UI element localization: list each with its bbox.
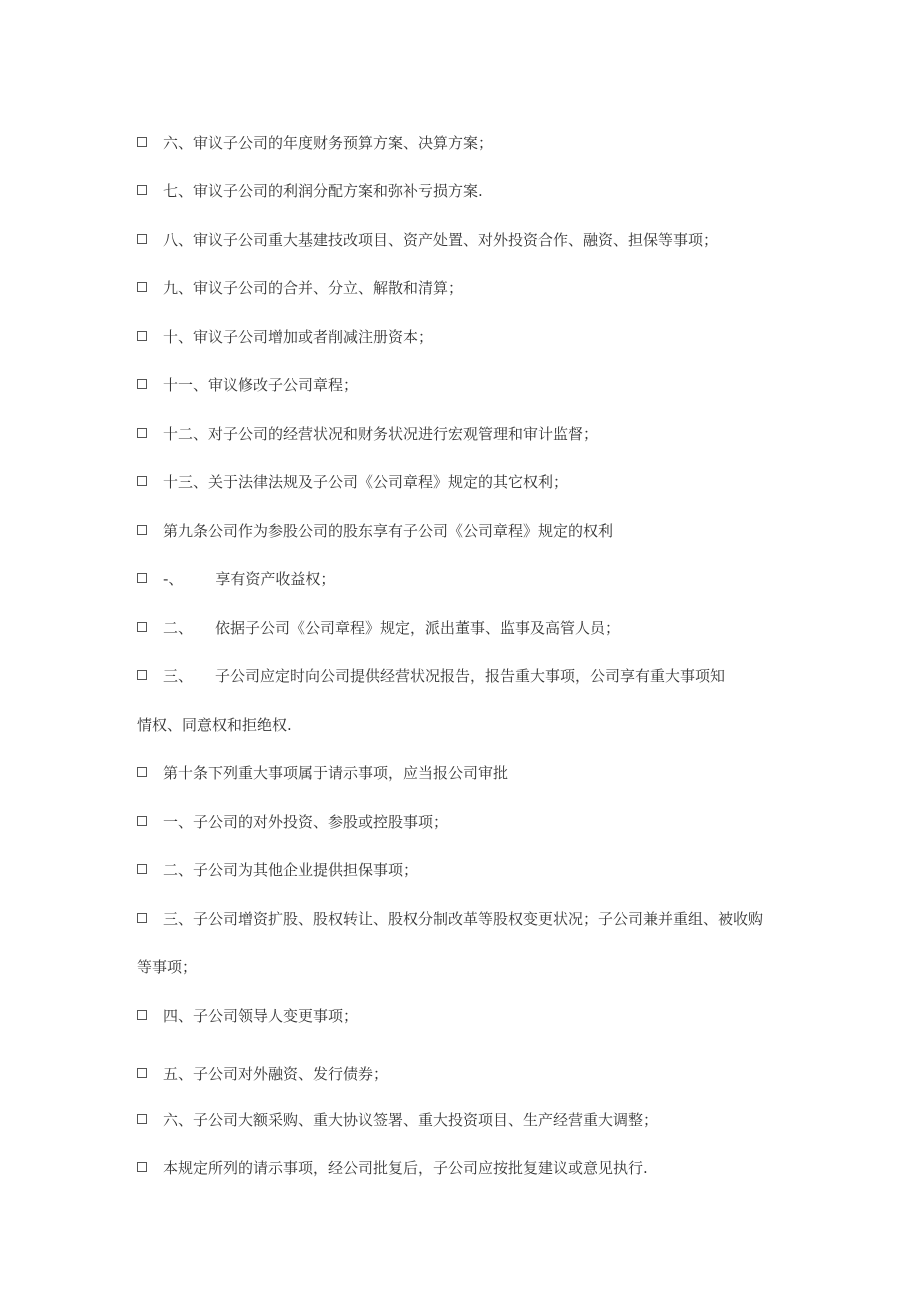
clause-text: 一、子公司的对外投资、参股或控股事项； xyxy=(163,813,449,831)
checkbox-bullet-icon xyxy=(137,1162,147,1172)
clause-line xyxy=(137,1108,837,1132)
checkbox-bullet-icon xyxy=(137,137,147,147)
clause-line xyxy=(137,470,837,494)
clause-line xyxy=(137,567,837,591)
clause-text: 八、审议子公司重大基建技改项目、资产处置、对外投资合作、融资、担保等事项； xyxy=(163,231,719,249)
checkbox-bullet-icon xyxy=(137,282,147,292)
clause-text: 十三、关于法律法规及子公司《公司章程》规定的其它权利； xyxy=(163,473,569,491)
checkbox-bullet-icon xyxy=(137,670,147,680)
clause-line xyxy=(137,228,837,252)
checkbox-bullet-icon xyxy=(137,573,147,583)
checkbox-bullet-icon xyxy=(137,1010,147,1020)
clause-number: 二、 xyxy=(163,619,194,637)
clause-text: 六、子公司大额采购、重大协议签署、重大投资项目、生产经营重大调整； xyxy=(163,1111,659,1129)
checkbox-bullet-icon xyxy=(137,525,147,535)
clause-line xyxy=(137,131,837,155)
clause-text: 子公司应定时向公司提供经营状况报告，报告重大事项，公司享有重大事项知 xyxy=(215,667,726,685)
checkbox-bullet-icon xyxy=(137,864,147,874)
checkbox-bullet-icon xyxy=(137,1114,147,1124)
clause-text: 四、子公司领导人变更事项； xyxy=(163,1007,359,1025)
clause-line xyxy=(137,325,837,349)
clause-text: 九、审议子公司的合并、分立、解散和清算； xyxy=(163,279,464,297)
clause-line xyxy=(137,1156,837,1180)
clause-line xyxy=(137,276,837,300)
clause-text: 享有资产收益权； xyxy=(215,570,336,588)
clause-continuation xyxy=(137,955,837,979)
checkbox-bullet-icon xyxy=(137,379,147,389)
checkbox-bullet-icon xyxy=(137,913,147,923)
clause-text: 十二、对子公司的经营状况和财务状况进行宏观管理和审计监督； xyxy=(163,425,599,443)
checkbox-bullet-icon xyxy=(137,331,147,341)
clause-text: 二、子公司为其他企业提供担保事项； xyxy=(163,861,419,879)
article-heading xyxy=(137,761,837,785)
clause-line xyxy=(137,373,837,397)
clause-line xyxy=(137,664,837,688)
checkbox-bullet-icon xyxy=(137,428,147,438)
article-text: 第九条公司作为参股公司的股东享有子公司《公司章程》规定的权利 xyxy=(163,522,614,540)
clause-text: 三、子公司增资扩股、股权转让、股权分制改革等股权变更状况；子公司兼并重组、被收购 xyxy=(163,910,764,928)
clause-text: 六、审议子公司的年度财务预算方案、决算方案； xyxy=(163,134,494,152)
clause-text: 本规定所列的请示事项，经公司批复后，子公司应按批复建议或意见执行. xyxy=(163,1159,648,1177)
clause-line xyxy=(137,179,837,203)
article-heading xyxy=(137,519,837,543)
clause-text: 五、子公司对外融资、发行债券； xyxy=(163,1065,389,1083)
clause-text: 十、审议子公司增加或者削减注册资本； xyxy=(163,328,434,346)
checkbox-bullet-icon xyxy=(137,816,147,826)
clause-number: -、 xyxy=(163,570,184,588)
checkbox-bullet-icon xyxy=(137,234,147,244)
clause-text: 十一、审议修改子公司章程； xyxy=(163,376,359,394)
checkbox-bullet-icon xyxy=(137,476,147,486)
checkbox-bullet-icon xyxy=(137,1068,147,1078)
clause-line xyxy=(137,858,837,882)
clause-continuation xyxy=(137,713,837,737)
clause-text: 等事项； xyxy=(137,958,198,976)
clause-text: 依据子公司《公司章程》规定，派出董事、监事及高管人员； xyxy=(215,619,621,637)
clause-text: 情权、同意权和拒绝权. xyxy=(137,716,292,734)
clause-line xyxy=(137,422,837,446)
checkbox-bullet-icon xyxy=(137,622,147,632)
clause-line xyxy=(137,616,837,640)
clause-text: 七、审议子公司的利润分配方案和弥补亏损方案. xyxy=(163,182,483,200)
clause-line xyxy=(137,810,837,834)
clause-number: 三、 xyxy=(163,667,194,685)
checkbox-bullet-icon xyxy=(137,185,147,195)
checkbox-bullet-icon xyxy=(137,767,147,777)
article-text: 第十条下列重大事项属于请示事项，应当报公司审批 xyxy=(163,764,509,782)
clause-line xyxy=(137,907,837,931)
clause-line xyxy=(137,1062,837,1086)
clause-line xyxy=(137,1004,837,1028)
